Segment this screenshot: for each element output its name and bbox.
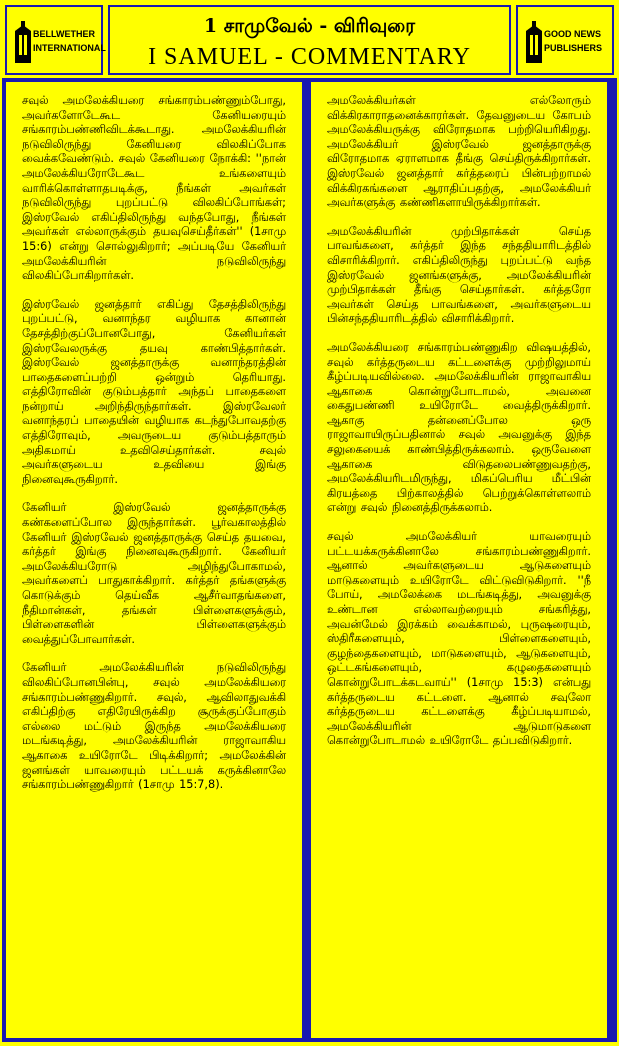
page-title-tamil: 1 சாமுவேல் - விரிவுரை	[203, 15, 416, 37]
good-news-logo-line-1: GOOD NEWS	[544, 29, 602, 39]
left-column	[6, 82, 302, 1038]
page-frame	[2, 2, 617, 1042]
header	[2, 2, 617, 78]
page-title-english: I SAMUEL - COMMENTARY	[148, 44, 471, 70]
good-news-logo-icon	[524, 19, 544, 65]
paragraph: சவுல் அமலேக்கியர் யாவரையும் பட்டயக்கருக்கினாலே சங்காரம்பண்ணுகிறார். ஆனால் அவர்களுடைய ஆடுகளையும் மாடுகளையும் உயிரோடே விட்டுவிடுகிறார். ''நீ போய், அமலேக்கை மடங்கடித்து, அவனுக்கு உண்டான எல்லாவற்றையும் சங்கரித்து, அவன்மேல் இரக்கம் வைக்காமல், புருஷரையும், ஸ்திரீகளையும், பிள்ளைகளையும், குழந்தைகளையும், மாடுகளையும், ஆடுகளையும், ஒட்டகங்களையும், கழுதைகளையும் கொன்றுபோடக்கடவாய்'' (1சாமு 15:3) என்பது கர்த்தருடைய கட்டளை. ஆனால் சவுலோ கர்த்தருடைய கட்டளைக்கு கீழ்ப்படியாமல், அமலேக்கியரின் ஆடுமாடுகளை கொன்றுபோடாமல் உயிரோடே தப்பவிடுகிறார்.	[327, 530, 591, 748]
bellwether-logo-line-2: INTERNATIONAL	[33, 43, 106, 53]
good-news-logo	[516, 5, 614, 75]
paragraph: கேனியர் அமலேக்கியரின் நடுவிலிருந்து விலகிப்போனபின்பு, சவுல் அமலேக்கியரை சங்காரம்பண்ணுகிறார். சவுல், ஆவிலாதுவக்கி எகிப்திற்கு எதிரேயிருக்கிற சூருக்குப்போகும் எல்லை மட்டும் இருந்த அமலேக்கியரை மடங்கடித்து, அமலேக்கியரின் ராஜாவாகிய ஆகாகை உயிரோடே பிடிக்கிறார்; அமலேக்கின் ஜனங்கள் யாவரையும் பட்டயக் கருக்கினாலே சங்காரம்பண்ணுகிறார் (1சாமு 15:7,8).	[22, 661, 286, 792]
paragraph: அமலேக்கியரின் முற்பிதாக்கள் செய்த பாவங்களை, கர்த்தர் இந்த சந்ததியாரிடத்தில் விசாரிக்கிறார். எகிப்திலிருந்து புறப்பட்டு வந்த இஸ்ரவேல் ஜனங்களுக்கு, அமலேக்கியரின் முற்பிதாக்கள் தீங்கு செய்தார்கள். கர்த்தரோ அவர்கள் செய்த பாவங்களை, அவர்களுடைய பின்சந்ததியாரிடத்தில் விசாரிக்கிறார்.	[327, 224, 591, 326]
right-column	[311, 82, 607, 1038]
title-box	[108, 5, 511, 75]
bellwether-logo-icon	[13, 19, 33, 65]
paragraph: சவுல் அமலேக்கியரை சங்காரம்பண்ணும்போது, அவர்களோடேகூட கேனியரையும் சங்காரம்பண்ணிவிடக்கூடாது. அமலேக்கியரின் நடுவிலிருந்து கேனியரை விலகிப்போக வைக்கவேண்டும். சவுல் கேனியரை நோக்கி: ''நான் அமலேக்கியரோடேகூட உங்களையும் வாரிக்கொள்ளாதபடிக்கு, நீங்கள் அவர்கள் நடுவிலிருந்து புறப்பட்டு விலகிப்போங்கள்; இஸ்ரவேல் எகிப்திலிருந்து வந்தபோது, நீங்கள் அவர்கள் எல்லாருக்கும் தயவுசெய்தீர்கள்'' (1சாமு 15:6) என்று சொல்லுகிறார்; அப்படியே கேனியர் அமலேக்கியரின் நடுவிலிருந்து விலகிப்போகிறார்கள்.	[22, 94, 286, 283]
paragraph: அமலேக்கியரை சங்காரம்பண்ணுகிற விஷயத்தில், சவுல் கர்த்தருடைய கட்டளைக்கு முற்றிலுமாய் கீழ்ப்படியவில்லை. அமலேக்கியரின் ராஜாவாகிய ஆகாகை கொன்றுபோடாமல், அவனை கைதுபண்ணி உயிரோடே வைத்திருக்கிறார். ஆகாகு தன்னைப்போல ஒரு ராஜாவாயிருப்பதினால் சவுல் அவனுக்கு இந்த சலுகையைக் காண்பித்திருக்கலாம். ஒருவேளை ஆகாகை விடுதலைபண்ணுவதற்கு, அமலேக்கியரிடமிருந்து, மிகப்பெரிய மீட்பின் கிரயத்தை பிற்காலத்தில் பெற்றுக்கொள்ளலாம் என்று சவுல் நினைத்திருக்கலாம்.	[327, 340, 591, 515]
paragraph: இஸ்ரவேல் ஜனத்தார் எகிப்து தேசத்திலிருந்து புறப்பட்டு, வனாந்தர வழியாக கானான் தேசத்திற்குப்போனபோது, கேனியர்கள் இஸ்ரவேலருக்கு தயவு காண்பித்தார்கள். இஸ்ரவேல் ஜனத்தாருக்கு வனாந்தரத்தின் பாதைகளைப்பற்றி ஒன்றும் தெரியாது. எத்திரோவின் குடும்பத்தார் அந்தப் பாதைகளை நன்றாய் அறிந்திருந்தார்கள். இஸ்ரவேலர் வனாந்தரப் பாதையின் வழியாக கடந்துபோவதற்கு எத்திரோவும், அவருடைய குடும்பத்தாரும் அதிகமாய் உதவிசெய்தார்கள். சவுல் அவர்களுடைய உதவியை இங்கு நினைவுகூருகிறார்.	[22, 297, 286, 486]
paragraph: அமலேக்கியர்கள் எல்லோரும் விக்கிரகாராதனைக்காரர்கள். தேவனுடைய கோபம் அமலேக்கியருக்கு விரோதமாக பற்றியெரிகிறது. அமலேக்கியர் இஸ்ரவேல் ஜனத்தாருக்கு விரோதமாக ஏராளமாக தீங்கு செய்திருக்கிறார்கள். இஸ்ரவேல் ஜனத்தார் கர்த்தரைப் பின்பற்றாமல் விக்கிரகங்களை ஆராதிப்பதற்கு, அமலேக்கியர் அவர்களுக்கு கண்ணிகளாயிருக்கிறார்கள்.	[327, 94, 591, 210]
paragraph: கேனியர் இஸ்ரவேல் ஜனத்தாருக்கு கண்களைப்போல இருந்தார்கள். பூர்வகாலத்தில் கேனியர் இஸ்ரவேல் ஜனத்தாருக்கு செய்த தயவை, கர்த்தர் இங்கு நினைவுகூருகிறார். கேனியர் அமலேக்கியரோடு அழிந்துபோகாமல், அவர்களைப் பாதுகாக்கிறார். கர்த்தர் தங்களுக்கு கொடுக்கும் தெய்வீக ஆசீர்வாதங்களை, நீதிமான்கள், தங்கள் பிள்ளைகளுக்கும், பிள்ளைகளின் பிள்ளைகளுக்கும் வைத்துப்போவார்கள்.	[22, 501, 286, 646]
bellwether-logo	[5, 5, 106, 75]
bellwether-logo-line-1: BELLWETHER	[33, 29, 95, 39]
good-news-logo-line-2: PUBLISHERS	[544, 43, 603, 53]
